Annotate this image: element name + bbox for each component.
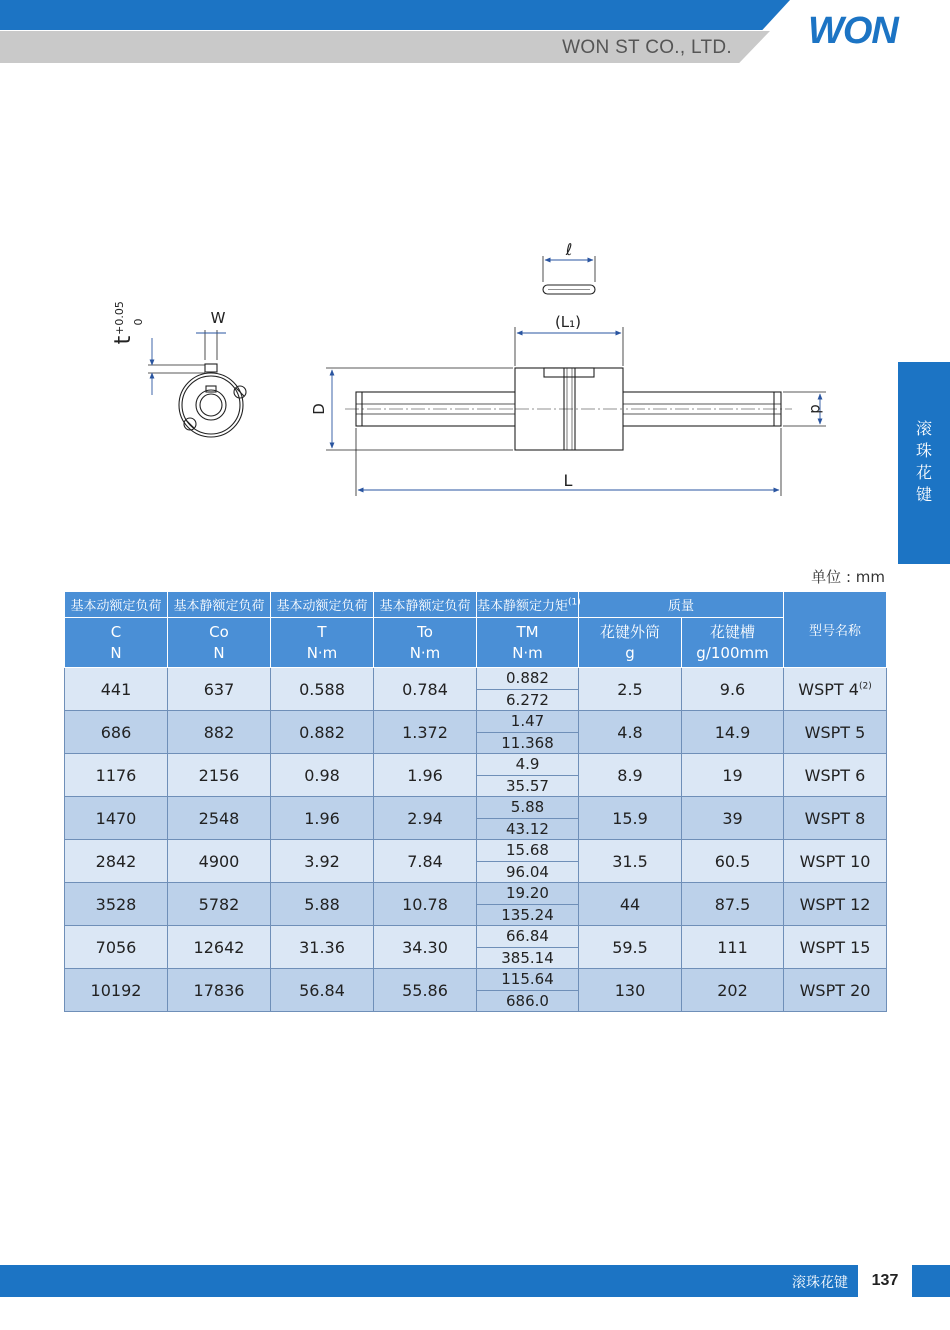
cell-t: 56.84 xyxy=(271,969,374,1012)
cell-c: 441 xyxy=(65,668,168,711)
cell-co: 5782 xyxy=(168,883,271,926)
table-header-row-1 xyxy=(65,592,887,618)
cell-outer-mass: 4.8 xyxy=(579,711,682,754)
header-mass: 质量 xyxy=(579,592,784,618)
cell-to: 55.86 xyxy=(374,969,477,1012)
header-shaft-mass: 花键槽 g/100mm xyxy=(682,618,784,668)
cell-tm-double: 385.14 xyxy=(477,947,579,969)
cell-tm-double: 43.12 xyxy=(477,818,579,840)
cell-to: 1.372 xyxy=(374,711,477,754)
cell-t: 0.882 xyxy=(271,711,374,754)
cell-shaft-mass: 19 xyxy=(682,754,784,797)
cell-tm-double: 11.368 xyxy=(477,732,579,754)
cell-outer-mass: 8.9 xyxy=(579,754,682,797)
cell-outer-mass: 130 xyxy=(579,969,682,1012)
model-note: (2) xyxy=(858,681,872,692)
model-name: WSPT 5 xyxy=(804,722,866,742)
won-logo: WON xyxy=(808,10,898,52)
dim-label-W: W xyxy=(210,309,226,327)
header-co: 基本静额定负荷 xyxy=(168,592,271,618)
table-row xyxy=(65,668,887,690)
dim-label-L1: (L₁) xyxy=(554,313,582,331)
table-row xyxy=(65,797,887,819)
cell-shaft-mass: 39 xyxy=(682,797,784,840)
page-number: 137 xyxy=(871,1272,899,1289)
header-t-sym: T N·m xyxy=(271,618,374,668)
dim-label-d: d xyxy=(807,404,825,414)
cell-co: 637 xyxy=(168,668,271,711)
t-tolerance-lower: 0 xyxy=(132,318,145,326)
model-name: WSPT 15 xyxy=(799,937,871,957)
spec-table xyxy=(64,591,887,1012)
cell-shaft-mass: 9.6 xyxy=(682,668,784,711)
dim-label-L: L xyxy=(563,471,573,490)
cell-co: 2156 xyxy=(168,754,271,797)
cell-c: 2842 xyxy=(65,840,168,883)
cell-co: 4900 xyxy=(168,840,271,883)
table-row xyxy=(65,969,887,991)
cell-c: 1176 xyxy=(65,754,168,797)
cell-t: 1.96 xyxy=(271,797,374,840)
cell-shaft-mass: 202 xyxy=(682,969,784,1012)
cross-section-view xyxy=(179,364,246,437)
model-name: WSPT 6 xyxy=(804,765,866,785)
cell-c: 7056 xyxy=(65,926,168,969)
table-row xyxy=(65,711,887,733)
cell-model xyxy=(784,840,887,883)
cell-co: 2548 xyxy=(168,797,271,840)
cell-model xyxy=(784,883,887,926)
cell-outer-mass: 31.5 xyxy=(579,840,682,883)
table-row xyxy=(65,840,887,862)
cell-to: 2.94 xyxy=(374,797,477,840)
cell-to: 7.84 xyxy=(374,840,477,883)
cell-co: 17836 xyxy=(168,969,271,1012)
spline-technical-drawing xyxy=(0,0,950,560)
cell-model xyxy=(784,711,887,754)
header-outer-mass: 花键外筒 g xyxy=(579,618,682,668)
cell-c: 10192 xyxy=(65,969,168,1012)
cell-to: 0.784 xyxy=(374,668,477,711)
header-tm: 基本静额定力矩$^{(1)}$ xyxy=(477,592,579,618)
table-row xyxy=(65,883,887,905)
cell-tm-double: 135.24 xyxy=(477,904,579,926)
cell-tm-single: 115.64 xyxy=(477,969,579,991)
cell-tm-double: 6.272 xyxy=(477,689,579,711)
cell-c: 686 xyxy=(65,711,168,754)
model-name: WSPT 4 xyxy=(798,679,859,699)
cell-t: 5.88 xyxy=(271,883,374,926)
cell-model xyxy=(784,969,887,1012)
cell-model xyxy=(784,668,887,711)
cell-outer-mass: 15.9 xyxy=(579,797,682,840)
t-tolerance-upper: +0.05 xyxy=(113,301,126,335)
table-row xyxy=(65,754,887,776)
cell-to: 1.96 xyxy=(374,754,477,797)
cell-outer-mass: 2.5 xyxy=(579,668,682,711)
cell-tm-double: 686.0 xyxy=(477,990,579,1012)
cell-outer-mass: 59.5 xyxy=(579,926,682,969)
cell-tm-single: 15.68 xyxy=(477,840,579,862)
cell-shaft-mass: 111 xyxy=(682,926,784,969)
cell-outer-mass: 44 xyxy=(579,883,682,926)
cell-t: 31.36 xyxy=(271,926,374,969)
cell-tm-single: 66.84 xyxy=(477,926,579,948)
cell-tm-double: 96.04 xyxy=(477,861,579,883)
cell-tm-single: 4.9 xyxy=(477,754,579,776)
unit-label: 单位 : mm xyxy=(811,568,885,586)
cell-tm-single: 19.20 xyxy=(477,883,579,905)
cell-t: 3.92 xyxy=(271,840,374,883)
cell-tm-single: 5.88 xyxy=(477,797,579,819)
cell-model xyxy=(784,926,887,969)
footer-title: 滚珠花键 xyxy=(792,1275,848,1291)
side-tab-label: 滚 珠 花 键 xyxy=(915,419,932,504)
cell-to: 34.30 xyxy=(374,926,477,969)
cell-c: 1470 xyxy=(65,797,168,840)
side-view xyxy=(345,368,792,450)
header-t: 基本动额定负荷 xyxy=(271,592,374,618)
cell-shaft-mass: 60.5 xyxy=(682,840,784,883)
cell-tm-double: 35.57 xyxy=(477,775,579,797)
model-name: WSPT 8 xyxy=(804,808,866,828)
cell-shaft-mass: 14.9 xyxy=(682,711,784,754)
cell-to: 10.78 xyxy=(374,883,477,926)
cell-shaft-mass: 87.5 xyxy=(682,883,784,926)
header-co-sym: Co N xyxy=(168,618,271,668)
cell-t: 0.98 xyxy=(271,754,374,797)
dim-label-t: t xyxy=(111,335,136,345)
cell-tm-single: 0.882 xyxy=(477,668,579,690)
header-c-sym: C N xyxy=(65,618,168,668)
cell-t: 0.588 xyxy=(271,668,374,711)
header-to-sym: To N·m xyxy=(374,618,477,668)
header-tm-sym: TM N·m xyxy=(477,618,579,668)
header-to: 基本静额定负荷 xyxy=(374,592,477,618)
cell-model xyxy=(784,797,887,840)
dim-label-l: ℓ xyxy=(565,240,573,259)
table-header-row-2 xyxy=(65,618,887,668)
dim-label-D: D xyxy=(310,403,328,415)
cell-co: 12642 xyxy=(168,926,271,969)
header-model: 型号名称 xyxy=(784,592,887,668)
company-name: WON ST CO., LTD. xyxy=(562,37,732,58)
cell-tm-single: 1.47 xyxy=(477,711,579,733)
cell-model xyxy=(784,754,887,797)
model-name: WSPT 12 xyxy=(799,894,871,914)
table-row xyxy=(65,926,887,948)
cell-c: 3528 xyxy=(65,883,168,926)
model-name: WSPT 10 xyxy=(799,851,871,871)
header-c: 基本动额定负荷 xyxy=(65,592,168,618)
model-name: WSPT 20 xyxy=(799,980,871,1000)
cell-co: 882 xyxy=(168,711,271,754)
